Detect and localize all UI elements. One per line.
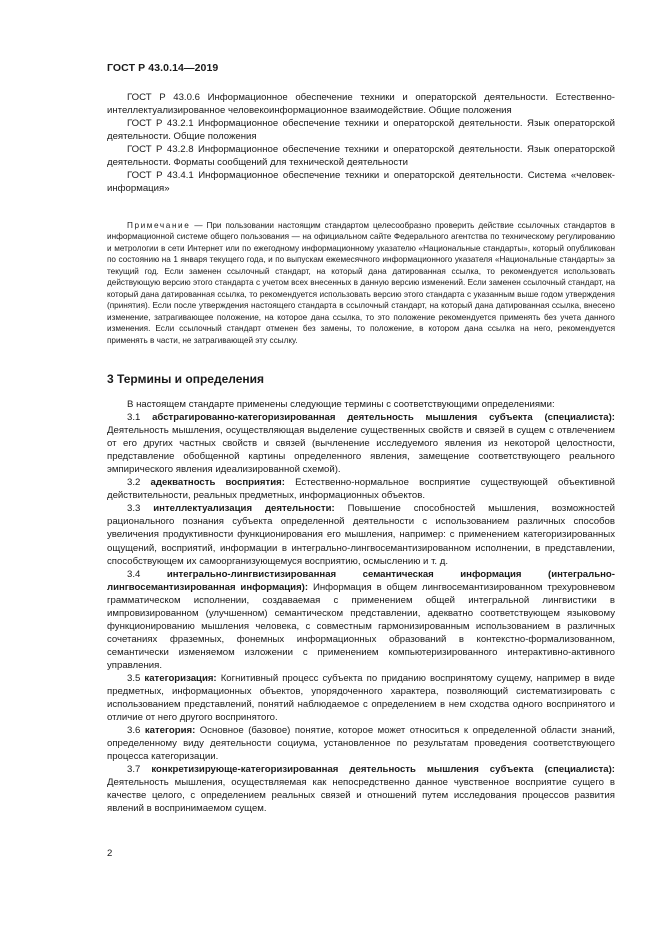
term-number: 3.5 bbox=[127, 672, 141, 684]
term-name: категория: bbox=[144, 725, 196, 737]
term-entry bbox=[107, 672, 615, 724]
note-label: Примечание bbox=[127, 221, 191, 230]
section-title: 3 Термины и определения bbox=[107, 372, 265, 386]
section-intro: В настоящем стандарте применены следующие термины с соответствующими определениями: bbox=[127, 399, 555, 410]
term-number: 3.4 bbox=[127, 568, 141, 580]
term-number: 3.7 bbox=[127, 764, 141, 776]
term-definition: Основное (базовое) понятие, которое может относиться к определенной области знаний, определенному виду деятельности социума, установленное по результатам проведения соответствующего процесса категоризации. bbox=[107, 725, 615, 763]
reference-item: ГОСТ Р 43.2.8 Информационное обеспечение техники и операторской деятельности. Язык операторской деятельности. Форматы сообщений для технической деятельности bbox=[107, 144, 615, 168]
term-name: категоризация: bbox=[144, 672, 217, 684]
term-entry bbox=[107, 763, 615, 815]
term-entry bbox=[107, 476, 615, 502]
document-header: ГОСТ Р 43.0.14—2019 bbox=[107, 62, 219, 74]
term-definition: Когнитивный процесс субъекта по приданию воспринятому сущему, например в виде предметных, информационных объектов, упорядоченного характера, позволяющий систематизировать с использованием представлений, понятий наблюдаемое с определением в нем сходства одного воспринятого и отличие от него другого воспринятого. bbox=[107, 672, 615, 724]
term-definition: Повышение способностей мышления, возможностей рационального познания субъекта определенной деятельности с использованием различных способов увеличения продуктивности функционирования его мышления, например: с применением категоризированных ощущений, восприятий, информации в интегрально-лингвосемантизированном исполнении, в представлении, способствующем их самоорганизующемуся восприятию, осмыслению и т. д. bbox=[107, 503, 615, 567]
term-entry bbox=[107, 502, 615, 567]
term-number: 3.3 bbox=[127, 503, 141, 515]
term-name: конкретизирующе-категоризированная деятельность мышления субъекта (специалиста): bbox=[151, 764, 615, 776]
term-name: интеллектуализация деятельности: bbox=[153, 503, 335, 515]
term-entry bbox=[107, 724, 615, 763]
term-number: 3.2 bbox=[127, 477, 141, 489]
term-entry bbox=[107, 411, 615, 476]
term-number: 3.1 bbox=[127, 412, 141, 424]
terms-section-body bbox=[107, 398, 615, 816]
term-number: 3.6 bbox=[127, 725, 141, 737]
normative-references bbox=[107, 91, 615, 195]
reference-item: ГОСТ Р 43.4.1 Информационное обеспечение техники и операторской деятельности. Система «человек-информация» bbox=[107, 170, 615, 194]
page-number: 2 bbox=[107, 848, 113, 859]
term-definition: Деятельность мышления, осуществляющая выделение существенных свойств и связей в сущем с отвлечением от его других частных свойств и связей (вычленение исследуемого явления из некоторой целостности, представление обобщенной картины определенного явления, замещение соответствующего реального эмпирического явления идеализированной схемой). bbox=[107, 425, 615, 476]
note-text: — При пользовании настоящим стандартом целесообразно проверить действие ссылочных стандартов в информационной системе общего пользования — на официальном сайте Федерального агентства по техническому регулированию и метрологии в сети Интернет или по ежегодному информационному указателю «Национальные стандарты», который опубликован по состоянию на 1 января текущего года, и по выпускам ежемесячного информационного указателя «Национальные стандарты» за текущий год. Если заменен ссылочный стандарт, на который дана датированная ссылка, то рекомендуется использовать действующую версию этого стандарта с учетом всех внесенных в данную версию изменений. Если заменен ссылочный стандарт, на который дана датированная ссылка, то рекомендуется использовать версию этого стандарта с указанным выше годом утверждения (принятия). Если после утверждения настоящего стандарта в ссылочный стандарт, на который дана датированная ссылка, внесено изменение, затрагивающее положение, на которое дана ссылка, то это положение рекомендуется применять без учета данного изменения. Если ссылочный стандарт отменен без замены, то положение, в котором дана ссылка на него, рекомендуется применять в части, не затрагивающей эту ссылку. bbox=[107, 221, 615, 345]
term-entry bbox=[107, 568, 615, 672]
term-name: адекватность восприятия: bbox=[150, 477, 285, 489]
term-name: интегрально-лингвистизированная семантическая информация (интегрально-лингвосемантизированная информация): bbox=[107, 568, 615, 593]
term-definition: Естественно-нормальное восприятие существующей объективной действительности, реальных предметных, информационных объектов. bbox=[107, 477, 616, 502]
term-definition: Деятельность мышления, осуществляемая как непосредственно данное чувственное восприятие сущего в качестве целого, с определением реальных связей и отношений путем исследования процессов развития явлений в воспринимаемом сущем. bbox=[107, 777, 615, 815]
term-definition: Информация в общем лингвосемантизированном трехуровневом грамматическом исполнении, создаваемая с применением общей интегральной лингвистики в импровизированном (улучшенном) семантическом представлении, адекватно соответствующем языковому функционированию мышления человека, с совместным гармонизированным использованием в различных сочетаниях фраземных, фонемных информационных образований в контекстно-формализованном, семантически изменяемом изложении с применением компьютеризированного интерактивно-активного управления. bbox=[107, 581, 615, 671]
term-name: абстрагированно-категоризированная деятельность мышления субъекта (специалиста): bbox=[152, 412, 615, 424]
reference-note bbox=[107, 220, 615, 346]
note-paragraph bbox=[107, 220, 615, 346]
reference-item: ГОСТ Р 43.2.1 Информационное обеспечение техники и операторской деятельности. Язык операторской деятельности. Общие положения bbox=[107, 118, 615, 142]
reference-item: ГОСТ Р 43.0.6 Информационное обеспечение техники и операторской деятельности. Естественно-интеллектуализированное человекоинформационное взаимодействие. Общие положения bbox=[107, 92, 615, 116]
